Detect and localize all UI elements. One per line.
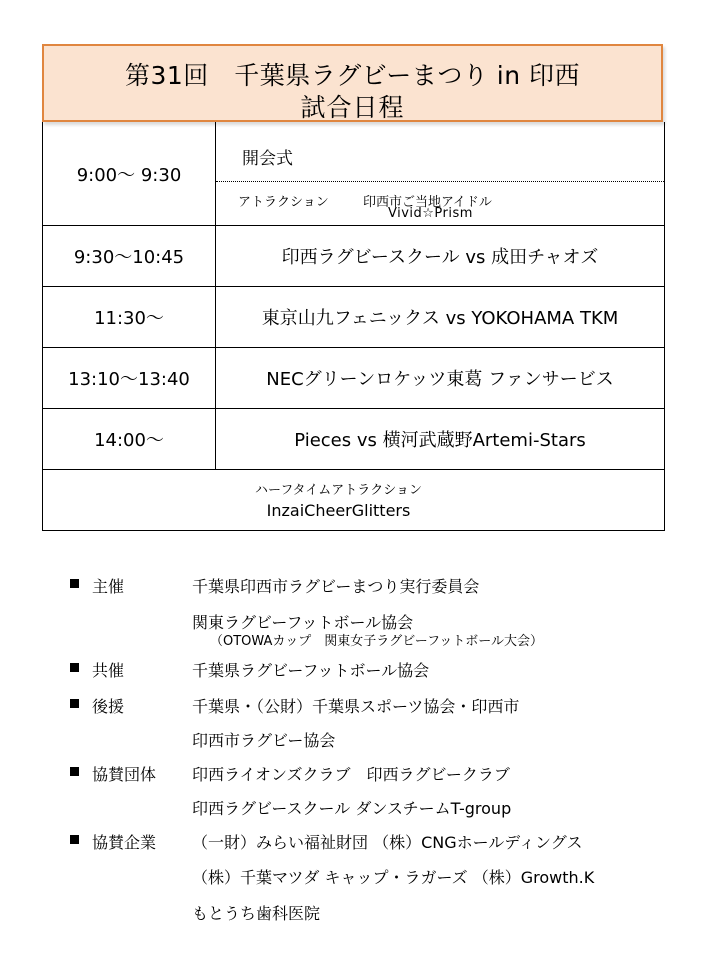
info-value: 千葉県ラグビーフットボール協会 xyxy=(192,661,430,680)
schedule-row-opening xyxy=(43,122,664,226)
info-note: （OTOWAカップ 関東女子ラグビーフットボール大会） xyxy=(210,634,543,649)
page-subtitle: 試合日程 xyxy=(300,93,405,122)
bullet-icon xyxy=(70,767,79,776)
halftime-name: InzaiCheerGlitters xyxy=(266,501,411,520)
info-row-cohost xyxy=(70,658,670,682)
schedule-table xyxy=(42,122,665,531)
event-cell: NECグリーンロケッツ東葛 ファンサービス xyxy=(266,369,614,390)
attraction-name: 印西市ご当地アイドル xyxy=(363,195,492,210)
info-value: 印西市ラグビー協会 xyxy=(192,731,336,750)
info-row-note xyxy=(70,630,670,654)
info-row xyxy=(70,728,670,752)
time-cell: 11:30～ xyxy=(43,287,216,347)
info-role: 協賛企業 xyxy=(92,833,157,852)
info-role: 協賛団体 xyxy=(92,765,157,784)
time-cell: 9:30～10:45 xyxy=(43,226,216,286)
time-cell: 14:00～ xyxy=(43,409,216,469)
schedule-row-halftime xyxy=(43,470,664,531)
info-row-sponsor-group xyxy=(70,762,670,786)
bullet-icon xyxy=(70,835,79,844)
title-box xyxy=(42,44,663,122)
info-value: 関東ラグビーフットボール協会 xyxy=(192,613,414,632)
halftime-label: ハーフタイムアトラクション xyxy=(255,483,422,498)
info-value: 印西ラグビースクール ダンスチームT-group xyxy=(192,799,512,818)
info-value: 印西ライオンズクラブ 印西ラグビークラブ xyxy=(192,765,510,784)
opening-label: 開会式 xyxy=(242,149,293,169)
bullet-icon xyxy=(70,579,79,588)
info-row xyxy=(70,901,670,925)
info-value: 千葉県印西市ラグビーまつり実行委員会 xyxy=(192,577,480,596)
schedule-row xyxy=(43,226,664,287)
info-value: 千葉県・（公財）千葉県スポーツ協会・印西市 xyxy=(192,697,520,716)
event-cell: Pieces vs 横河武蔵野Artemi-Stars xyxy=(294,430,586,451)
info-row-sponsor-company xyxy=(70,830,670,854)
info-role: 共催 xyxy=(92,661,125,680)
info-row xyxy=(70,796,670,820)
info-row xyxy=(70,865,670,889)
schedule-row xyxy=(43,348,664,409)
schedule-row xyxy=(43,287,664,348)
attraction-name-2: Vivid☆Prism xyxy=(388,206,473,221)
info-row-support xyxy=(70,694,670,718)
info-value: （一財）みらい福祉財団 （株）CNGホールディングス xyxy=(192,833,583,852)
event-cell: 印西ラグビースクール vs 成田チャオズ xyxy=(281,247,599,268)
attraction-label: アトラクション xyxy=(238,195,329,210)
info-value: もとうち歯科医院 xyxy=(192,904,321,923)
info-role: 後援 xyxy=(92,697,125,716)
bullet-icon xyxy=(70,699,79,708)
time-cell: 9:00～ 9:30 xyxy=(43,122,216,225)
time-cell: 13:10～13:40 xyxy=(43,348,216,408)
schedule-row xyxy=(43,409,664,470)
info-role: 主催 xyxy=(92,577,125,596)
bullet-icon xyxy=(70,663,79,672)
opening-cell xyxy=(216,122,664,182)
info-value: （株）千葉マツダ キャップ・ラガーズ （株）Growth.K xyxy=(192,868,595,887)
info-row-organizer xyxy=(70,574,670,598)
page-title: 第31回 千葉県ラグビーまつり in 印西 xyxy=(125,61,580,90)
event-cell: 東京山九フェニックス vs YOKOHAMA TKM xyxy=(261,308,619,329)
